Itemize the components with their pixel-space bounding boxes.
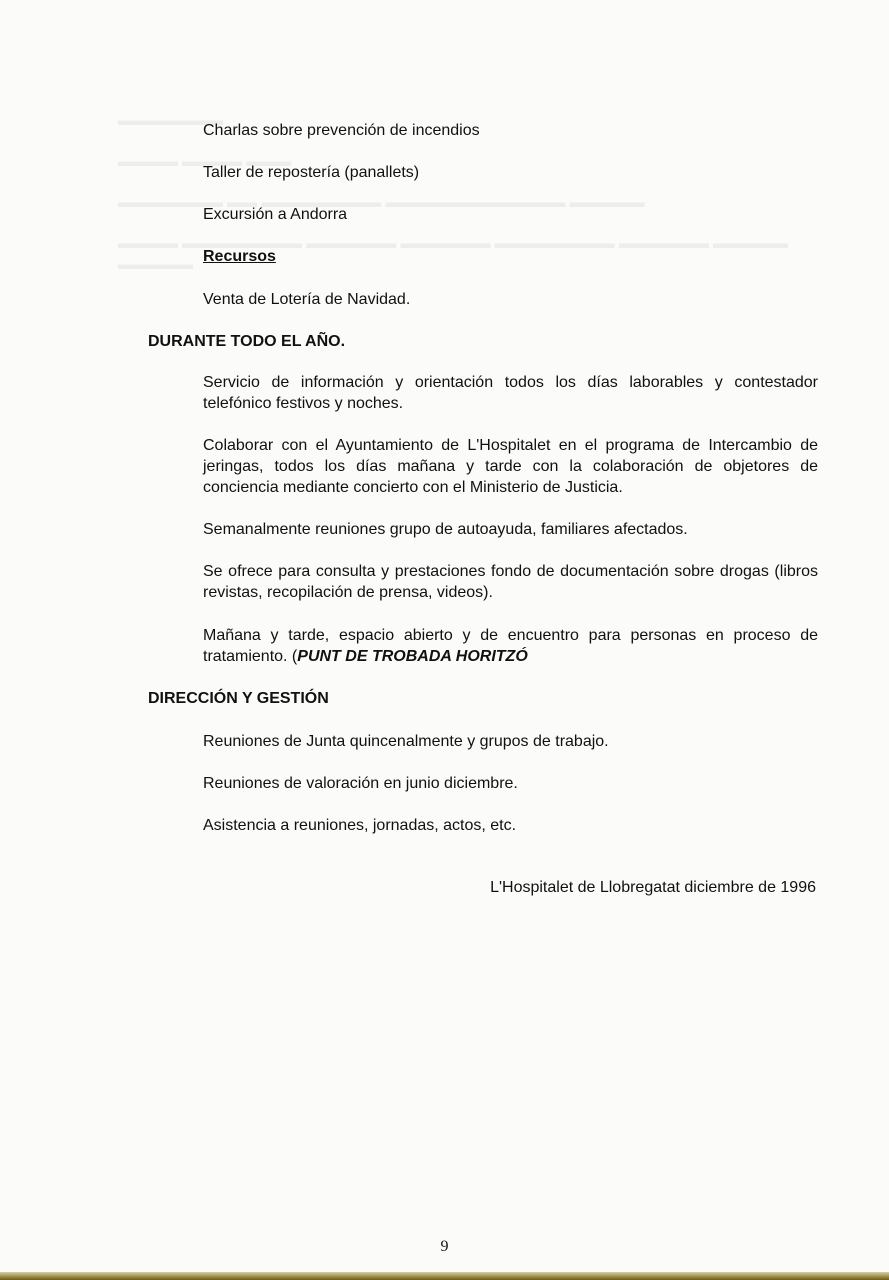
recursos-heading: Recursos — [203, 248, 276, 265]
paragraph-text: Colaborar con el Ayuntamiento de L'Hospitalet en el programa de Intercambio de jeringas, todos los días mañana y tarde con la colaboración de objetores de conciencia mediante concierto con el Ministerio de Justicia. — [203, 437, 818, 496]
activity-item: Charlas sobre prevención de incendios — [203, 122, 480, 139]
gestion-item: Asistencia a reuniones, jornadas, actos, etc. — [203, 817, 517, 834]
paragraph-consulta — [148, 561, 818, 603]
punt-de-trobada-name: PUNT DE TROBADA HORITZÓ — [297, 648, 528, 665]
activity-item: Taller de repostería (panallets) — [203, 164, 420, 181]
section-heading-year: DURANTE TODO EL AÑO. — [148, 333, 346, 350]
paragraph-semanal — [148, 519, 818, 540]
section-heading-gestion: DIRECCIÓN Y GESTIÓN — [148, 690, 329, 707]
paragraph-text: Se ofrece para consulta y prestaciones fondo de documentación sobre drogas (libros revistas, recopilación de prensa, videos). — [203, 563, 818, 601]
gestion-item: Reuniones de valoración en junio diciembre. — [203, 775, 518, 792]
activity-item: Excursión a Andorra — [203, 206, 348, 223]
recursos-item: Venta de Lotería de Navidad. — [203, 291, 411, 308]
page-number: 9 — [440, 1238, 449, 1255]
bleed-through-text: ▬▬▬▬▬▬▬ ▬▬▬▬ ▬▬▬▬ ▬▬▬ ▬▬▬▬▬▬▬ ▬▬ ▬▬▬▬▬▬▬▬ ▬▬▬▬▬▬▬▬▬▬▬▬ ▬▬▬▬▬ ▬▬▬▬ ▬▬▬▬▬▬▬▬ ▬▬▬▬▬▬ ▬▬▬▬▬▬ ▬▬▬▬▬▬▬▬ ▬▬▬▬▬▬ ▬▬▬▬▬ ▬▬▬▬▬ — [118, 112, 789, 273]
paragraph-text: Semanalmente reuniones grupo de autoayuda, familiares afectados. — [203, 521, 688, 538]
paragraph-manana — [148, 625, 818, 667]
paragraph-text: Mañana y tarde, espacio abierto y de encuentro para personas en proceso de tratamiento. ( — [203, 627, 818, 665]
paragraph-servicio — [148, 372, 818, 414]
gestion-item: Reuniones de Junta quincenalmente y grupos de trabajo. — [203, 733, 609, 750]
paragraph-text: Servicio de información y orientación todos los días laborables y contestador telefónico festivos y noches. — [203, 374, 818, 412]
paragraph-colaborar — [148, 435, 818, 498]
page-bottom-edge — [0, 1272, 889, 1280]
place-date-signature: L'Hospitalet de Llobregatat diciembre de 1996 — [490, 879, 816, 896]
